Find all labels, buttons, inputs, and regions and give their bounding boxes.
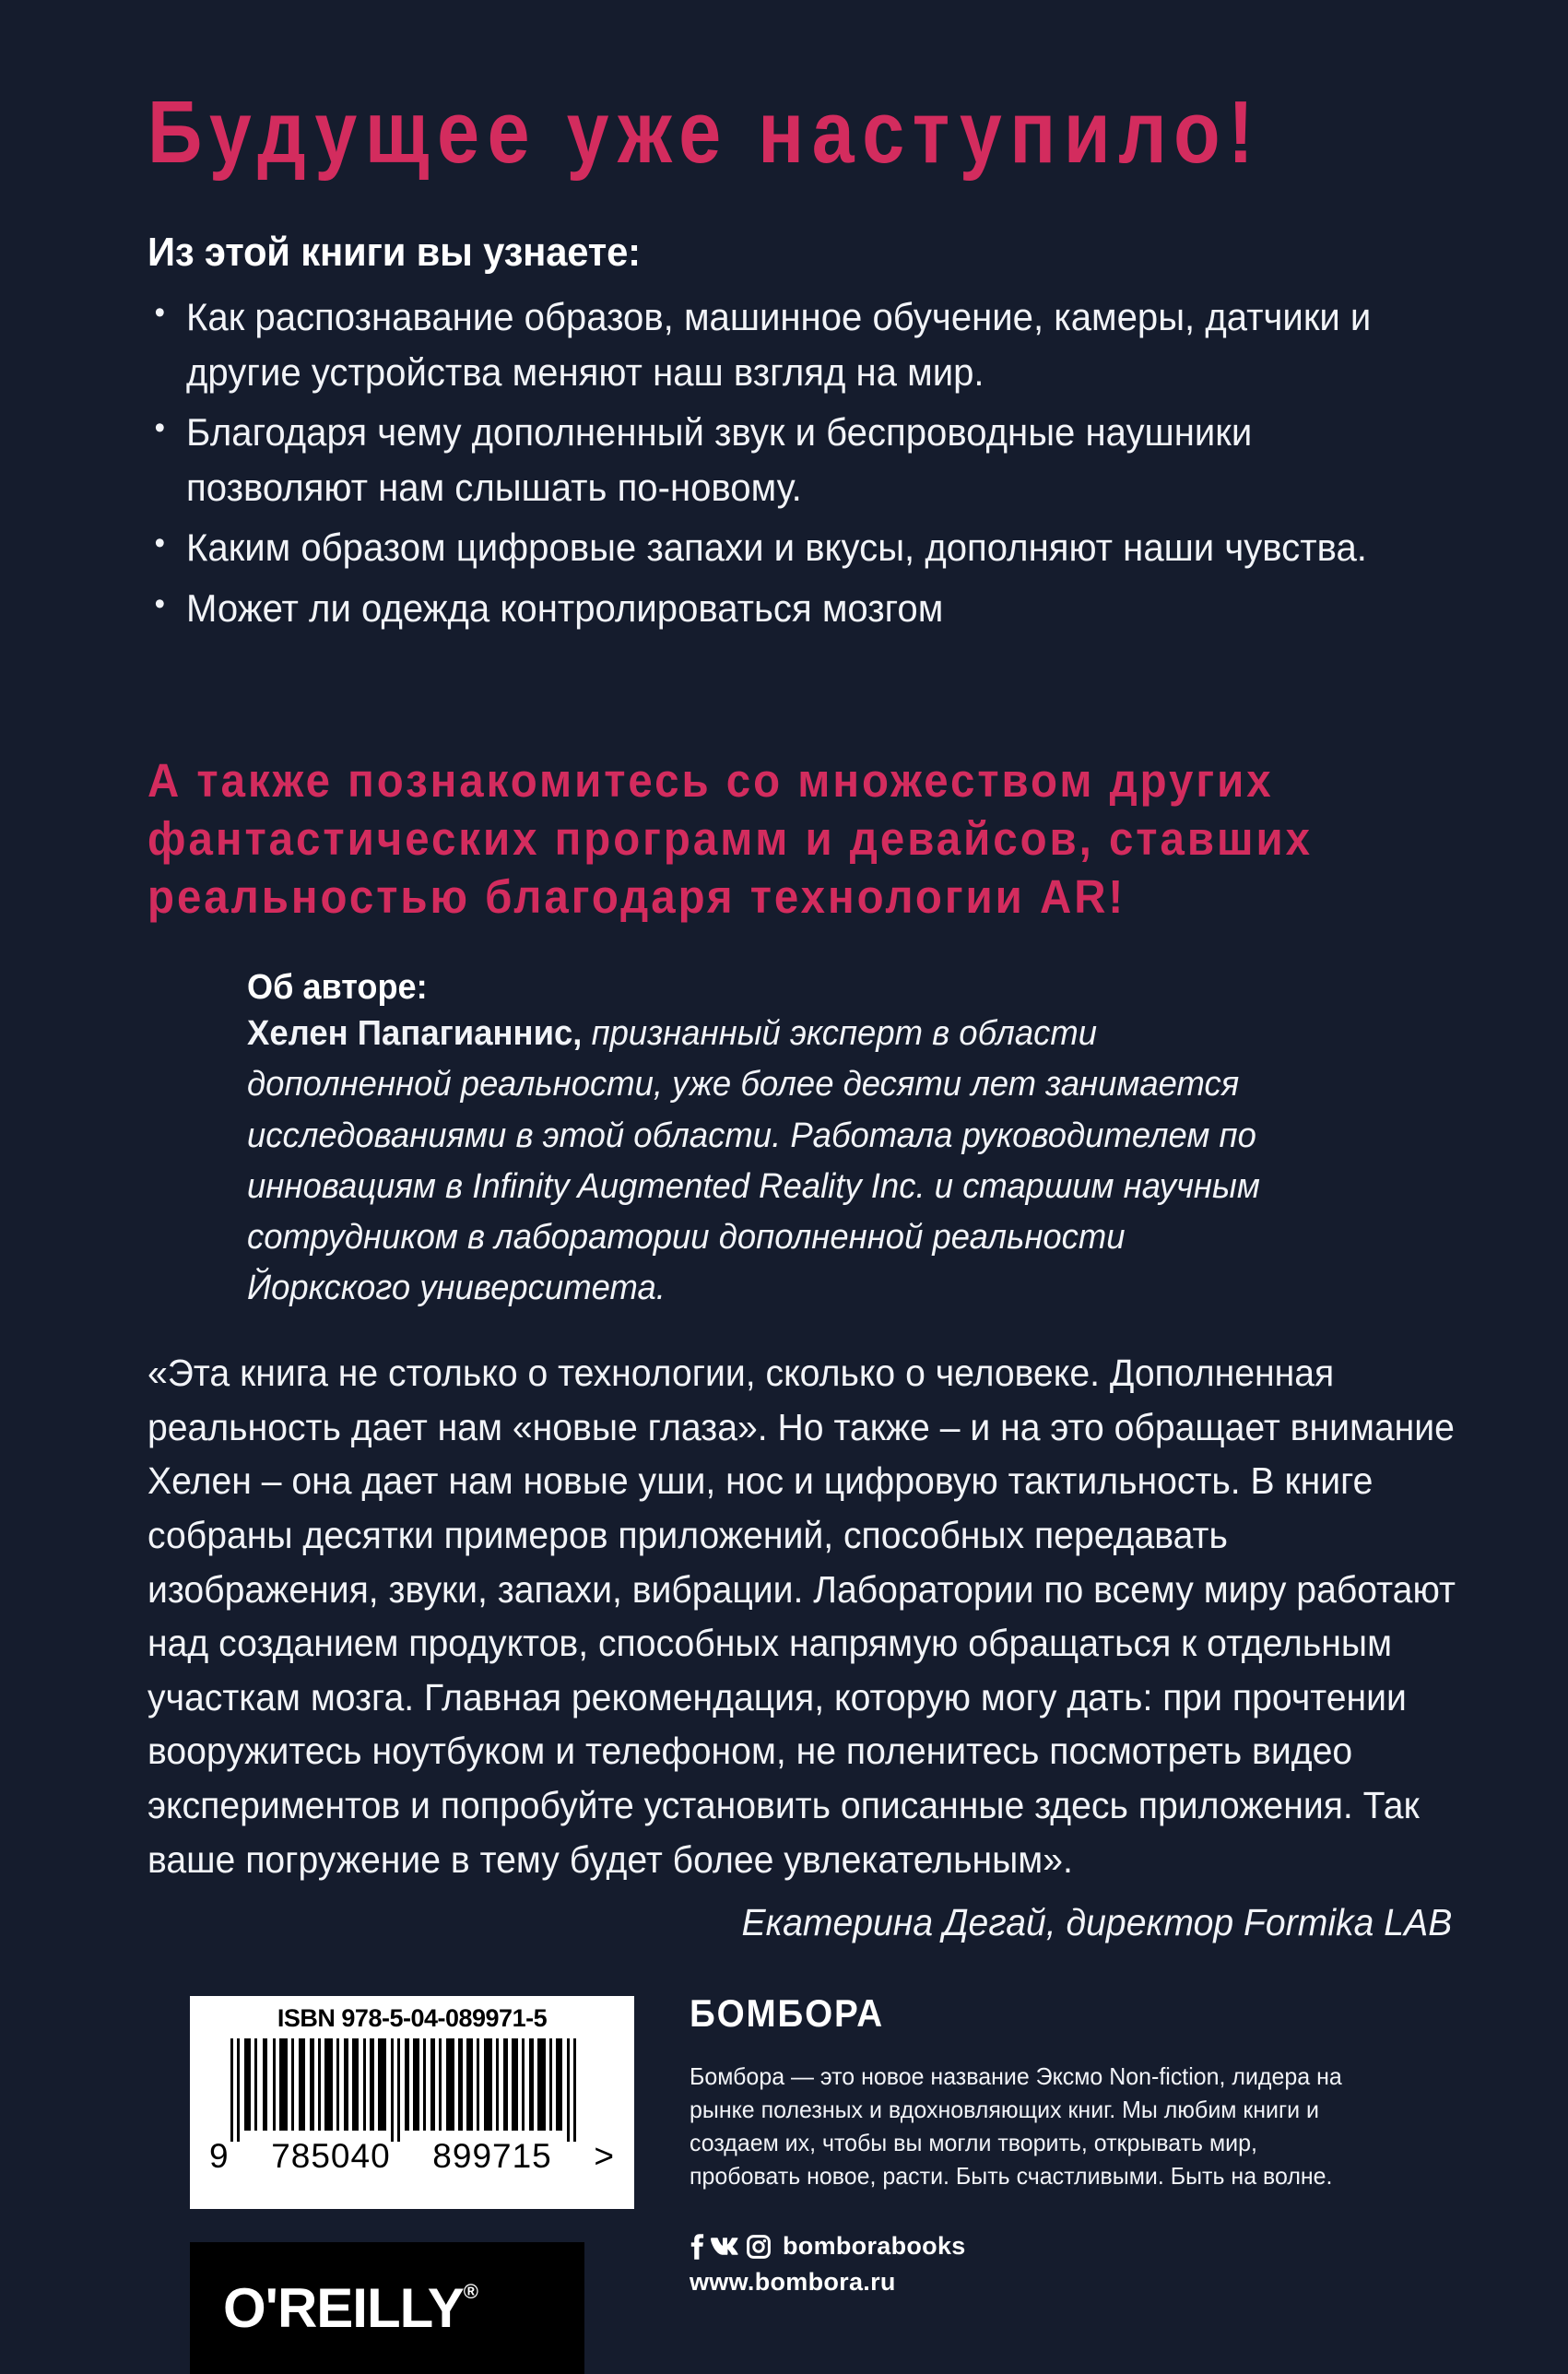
page-title: Будущее уже наступило! bbox=[147, 83, 1262, 182]
barcode-digit-group: 9 bbox=[209, 2137, 230, 2175]
registered-trademark-icon: ® bbox=[463, 2279, 477, 2303]
review-quote bbox=[147, 1346, 1459, 1950]
list-item: • Благодаря чему дополненный звук и беспроводные наушники позволяют нам слышать по-новому. bbox=[147, 405, 1432, 514]
publisher-logo: БОМБОРА bbox=[690, 1991, 885, 2035]
feature-list bbox=[147, 289, 1493, 636]
list-item: • Может ли одежда контролироваться мозгом bbox=[147, 581, 1432, 636]
oreilly-wordmark: O'REILLY bbox=[223, 2276, 464, 2339]
callout-text bbox=[147, 751, 1433, 927]
social-links-row[interactable] bbox=[690, 2234, 1390, 2260]
isbn-barcode bbox=[190, 1996, 634, 2209]
publisher-section bbox=[690, 1991, 1390, 2297]
oreilly-logo-box bbox=[190, 2242, 584, 2374]
author-bio bbox=[247, 1009, 1265, 1314]
author-section bbox=[247, 966, 1307, 1314]
barcode-digit-group: 785040 bbox=[271, 2137, 391, 2175]
callout-line-2: фантастических программ и девайсов, ставших bbox=[147, 812, 1314, 866]
callout-line-1: А также познакомитесь со множеством других bbox=[147, 754, 1274, 807]
social-handle[interactable]: bomborabooks bbox=[783, 2232, 966, 2260]
oreilly-logo bbox=[223, 2276, 477, 2339]
vk-icon[interactable] bbox=[711, 2234, 740, 2260]
review-quote-attribution: Екатерина Дегай, директор Formika LAB bbox=[741, 1901, 1453, 1944]
barcode-bars-icon bbox=[227, 2038, 597, 2142]
author-name: Хелен Папагианнис, bbox=[247, 1014, 583, 1054]
callout-line-3: реальностью благодаря технологии AR! bbox=[147, 870, 1126, 924]
barcode-digit-group: 899715 bbox=[432, 2137, 552, 2175]
isbn-label: ISBN 978-5-04-089971-5 bbox=[277, 2004, 548, 2032]
author-section-heading: Об авторе: bbox=[247, 968, 428, 1007]
review-quote-text: «Эта книга не столько о технологии, сколько о человеке. Дополненная реальность дает нам «новые глаза». Но также – и на это обращает внимание Хелен – она дает нам новые уши, нос и цифровую тактильность. В книге собраны десятки примеров приложений, способных передавать изображения, звуки, запахи, вибрации. Лаборатории по всему миру работают над созданием продуктов, способных напрямую обращаться к отдельным участкам мозга. Главная рекомендация, которую могу дать: при прочтении вооружитесь ноутбуком и телефоном, не поленитесь посмотреть видео экспериментов и попробуйте установить описанные здесь приложения. Так ваше погружение в тему будет более увлекательным». bbox=[147, 1352, 1456, 1881]
publisher-website[interactable]: www.bombora.ru bbox=[690, 2267, 896, 2296]
intro-lead: Из этой книги вы узнаете: bbox=[147, 230, 641, 275]
barcode-digits bbox=[209, 2139, 615, 2173]
intro-section bbox=[147, 229, 1493, 642]
publisher-description: Бомбора — это новое название Эксмо Non-fiction, лидера на рынке полезных и вдохновляющих книг. Мы любим книги и создаем их, чтобы вы могли творить, открывать мир, пробовать новое, расти. Быть счастливыми. Быть на волне. bbox=[690, 2062, 1342, 2190]
list-item: • Каким образом цифровые запахи и вкусы, дополняют наши чувства. bbox=[147, 520, 1432, 575]
author-bio-text: признанный эксперт в области дополненной реальности, уже более десяти лет занимается исследованиями в этой области. Работала руководителем по инновациям в Infinity Augmented Reality Inc. и старшим научным сотрудником в лаборатории дополненной реальности Йоркского университета. bbox=[247, 1014, 1260, 1307]
barcode-digit-group: > bbox=[594, 2137, 615, 2175]
instagram-icon[interactable] bbox=[747, 2234, 771, 2260]
list-item: • Как распознавание образов, машинное обучение, камеры, датчики и другие устройства меняют наш взгляд на мир. bbox=[147, 289, 1432, 399]
facebook-icon[interactable] bbox=[690, 2234, 704, 2260]
